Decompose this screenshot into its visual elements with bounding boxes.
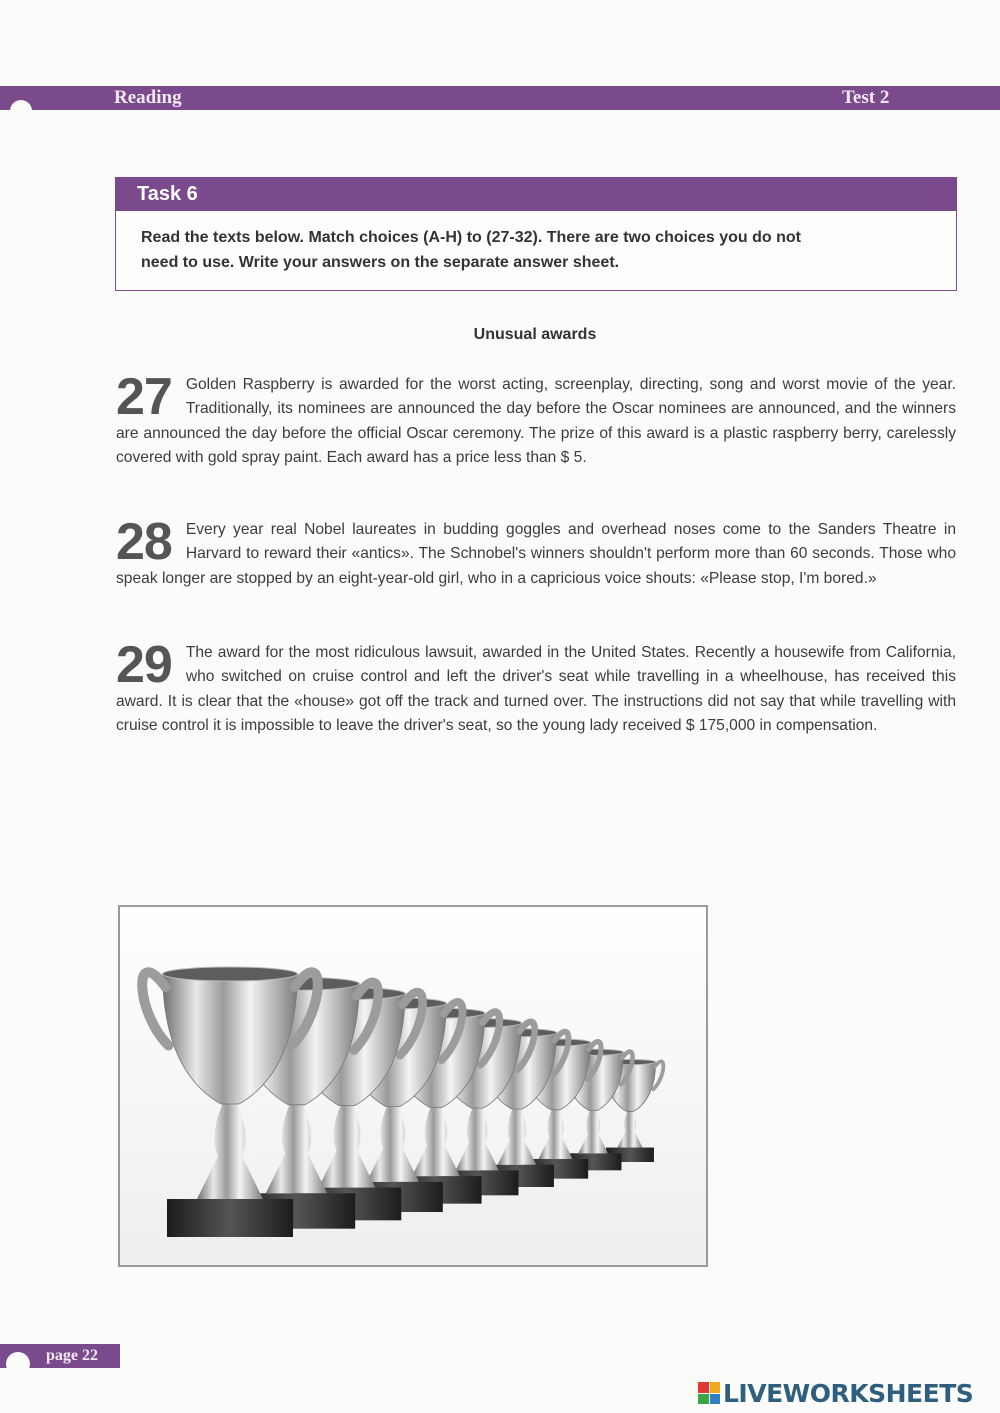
instructions-line-2: need to use. Write your answers on the separate answer sheet. xyxy=(141,254,620,271)
passage-number: 27 xyxy=(116,368,172,426)
passage-29 xyxy=(116,636,956,738)
page-notch xyxy=(6,1352,30,1376)
passage-text: Golden Raspberry is awarded for the worst acting, screenplay, directing, song and worst movie of the year. Traditionally, its nominees are announced the day before the Oscar nominees are announced, and the winners are announced the day before the official Oscar ceremony. The prize of this award is a plastic raspberry berry, carelessly covered with gold spray paint. Each award has a price less than $ 5. xyxy=(116,376,956,466)
liveworksheets-watermark xyxy=(698,1378,973,1408)
passage-number: 29 xyxy=(116,636,172,694)
passage-28 xyxy=(116,513,956,591)
passage-number: 28 xyxy=(116,513,172,571)
trophies-photo xyxy=(118,905,708,1267)
passage-text: The award for the most ridiculous lawsuit, awarded in the United States. Recently a housewife from California, who switched on cruise control and left the driver's seat while travelling in a wheelhouse, has received this award. It is clear that the «house» got off the track and turned over. The instructions did not say that while travelling with cruise control it is impossible to leave the driver's seat, so the young lady received $ 175,000 in compensation. xyxy=(116,644,956,734)
task-title-bar xyxy=(116,178,956,211)
page-number: page 22 xyxy=(46,1347,98,1364)
passage-27 xyxy=(116,368,956,470)
test-label: Test 2 xyxy=(842,87,890,108)
task-instructions xyxy=(141,225,901,275)
watermark-text: LIVEWORKSHEETS xyxy=(723,1378,974,1408)
section-label: Reading xyxy=(114,87,182,108)
section-title: Unusual awards xyxy=(473,326,597,343)
task-box xyxy=(115,177,957,291)
task-title: Task 6 xyxy=(137,183,198,205)
passage-text: Every year real Nobel laureates in budding goggles and overhead noses come to the Sanders Theatre in Harvard to reward their «antics». The Schnobel's winners shouldn't perform more than 60 seconds. Those who speak longer are stopped by an eight-year-old girl, who in a capricious voice shouts: «Please stop, I'm bored.» xyxy=(116,521,956,587)
trophies-illustration xyxy=(120,907,706,1265)
header-notch xyxy=(10,100,32,122)
instructions-line-1: Read the texts below. Match choices (A-H) to (27-32). There are two choices you do not xyxy=(141,229,801,246)
liveworksheets-logo-icon xyxy=(698,1382,720,1404)
